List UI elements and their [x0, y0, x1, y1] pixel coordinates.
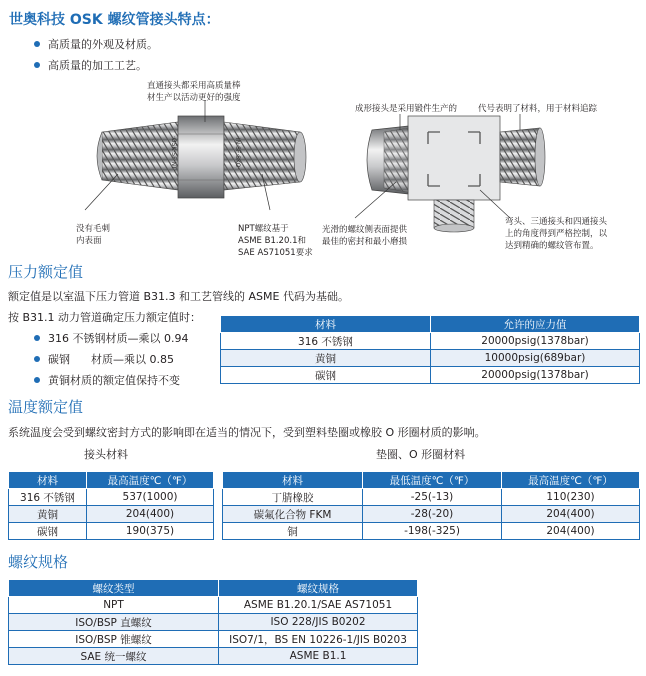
pressure-bullet: 碳钢 材质—乘以 0.85	[34, 353, 174, 367]
table-cell: 黄铜	[221, 350, 431, 367]
pressure-title: 压力额定值	[8, 263, 84, 281]
bullet-icon	[34, 356, 40, 362]
table-cell: 碳氟化合物 FKM	[223, 506, 363, 523]
table-cell: 110(230)	[502, 489, 640, 506]
feature-item: 高质量的外观及材质。	[34, 38, 158, 52]
table-cell: 碳钢	[9, 523, 87, 540]
gasket-material-table	[222, 471, 640, 540]
table-header-row	[223, 472, 640, 489]
pressure-bullet: 316 不锈钢材质—乘以 0.94	[34, 332, 188, 346]
table-row	[9, 597, 418, 614]
table-row	[221, 350, 640, 367]
callout-burr-line1: 没有毛刺	[76, 224, 111, 234]
callout-straight-line1: 直通接头都采用高质量棒	[147, 81, 241, 91]
table-row	[9, 614, 418, 631]
table-cell: -25(-13)	[363, 489, 502, 506]
feature-item: 高质量的加工工艺。	[34, 59, 147, 73]
table-row	[9, 648, 418, 665]
callout-code: 代号表明了材料，用于材料追踪	[478, 104, 598, 114]
table-cell: 碳钢	[221, 367, 431, 384]
table-row	[223, 523, 640, 540]
callout-npt-line1: NPT螺纹基于	[238, 224, 289, 234]
table-header: 螺纹类型	[9, 580, 219, 597]
table-cell: -198(-325)	[363, 523, 502, 540]
thread-title: 螺纹规格	[8, 553, 69, 571]
table-cell: NPT	[9, 597, 219, 614]
table-cell: ISO/BSP 直螺纹	[9, 614, 219, 631]
table-row	[9, 523, 214, 540]
table-cell: 20000psig(1378bar)	[431, 333, 640, 350]
table-cell: 204(400)	[502, 506, 640, 523]
pressure-table	[220, 315, 640, 384]
table-cell: 铜	[223, 523, 363, 540]
table-cell: SAE 统一螺纹	[9, 648, 219, 665]
table-header: 最高温度℃（℉）	[87, 472, 214, 489]
pressure-sub: 按 B31.1 动力管道确定压力额定值时：	[8, 311, 202, 324]
temperature-title: 温度额定值	[8, 398, 84, 416]
table-cell: 316 不锈钢	[221, 333, 431, 350]
table-header: 最高温度℃（℉）	[502, 472, 640, 489]
bullet-icon	[34, 41, 40, 47]
table-cell: 204(400)	[502, 523, 640, 540]
straight-fitting	[97, 116, 306, 198]
table-cell: -28(-20)	[363, 506, 502, 523]
table-header: 材料	[223, 472, 363, 489]
bullet-icon	[34, 335, 40, 341]
table-row	[9, 631, 418, 648]
table-cell: 204(400)	[87, 506, 214, 523]
callout-burr-line2: 内表面	[76, 236, 102, 246]
right-table-caption: 垫圈、O 形圈材料	[376, 448, 466, 461]
table-header: 螺纹规格	[219, 580, 418, 597]
table-row	[221, 367, 640, 384]
table-cell: 丁腈橡胶	[223, 489, 363, 506]
bullet-icon	[34, 62, 40, 68]
callout-npt-line2: ASME B1.20.1和	[238, 236, 306, 246]
table-cell: 10000psig(689bar)	[431, 350, 640, 367]
table-cell: ISO7/1，BS EN 10226-1/JIS B0203	[219, 631, 418, 648]
table-row	[9, 489, 214, 506]
table-cell: 190(375)	[87, 523, 214, 540]
table-cell: ISO 228/JIS B0202	[219, 614, 418, 631]
table-cell: 537(1000)	[87, 489, 214, 506]
table-row	[223, 506, 640, 523]
table-row	[223, 489, 640, 506]
table-cell: 20000psig(1378bar)	[431, 367, 640, 384]
callout-angle-line2: 上的角度得到严格控制，以	[505, 229, 608, 239]
left-table-caption: 接头材料	[84, 448, 128, 461]
table-header-row	[9, 580, 418, 597]
marking-left: ·OSK·SF·NT·	[170, 136, 177, 172]
table-cell: 黄铜	[9, 506, 87, 523]
tee-fitting	[367, 116, 545, 232]
pressure-bullet: 黄铜材质的额定值保持不变	[34, 374, 180, 388]
features-title: 世奥科技 OSK 螺纹管接头特点：	[9, 12, 220, 28]
thread-spec-table	[8, 579, 418, 665]
table-cell: ISO/BSP 锥螺纹	[9, 631, 219, 648]
table-header: 材料	[221, 316, 431, 333]
joint-material-table	[8, 471, 214, 540]
callout-smooth-line1: 光滑的螺纹侧表面提供	[322, 225, 408, 235]
table-header-row	[221, 316, 640, 333]
table-cell: ASME B1.1	[219, 648, 418, 665]
table-header: 最低温度℃（℉）	[363, 472, 502, 489]
callout-straight-line2: 材生产以活动更好的强度	[147, 93, 241, 103]
table-header-row	[9, 472, 214, 489]
callout-smooth-line2: 最佳的密封和最小磨损	[322, 237, 408, 247]
temperature-intro: 系统温度会受到螺纹密封方式的影响即在适当的情况下，受到塑料垫圈或橡胶 O 形圈材质的影响。	[8, 426, 486, 439]
table-row	[9, 506, 214, 523]
table-header: 材料	[9, 472, 87, 489]
table-cell: ASME B1.20.1/SAE AS71051	[219, 597, 418, 614]
marking-right: ·IN·SF·SKO·	[234, 136, 241, 170]
table-cell: 316 不锈钢	[9, 489, 87, 506]
pressure-intro: 额定值是以室温下压力管道 B31.3 和工艺管线的 ASME 代码为基础。	[8, 290, 349, 303]
bullet-icon	[34, 377, 40, 383]
callout-angle-line1: 弯头、三通接头和四通接头	[505, 217, 608, 227]
callout-angle-line3: 达到精确的螺纹管布置。	[505, 241, 599, 251]
table-header: 允许的应力值	[431, 316, 640, 333]
callout-npt-line3: SAE AS71051要求	[238, 248, 313, 258]
callout-forged: 成形接头是采用锻件生产的	[355, 104, 458, 114]
table-row	[221, 333, 640, 350]
